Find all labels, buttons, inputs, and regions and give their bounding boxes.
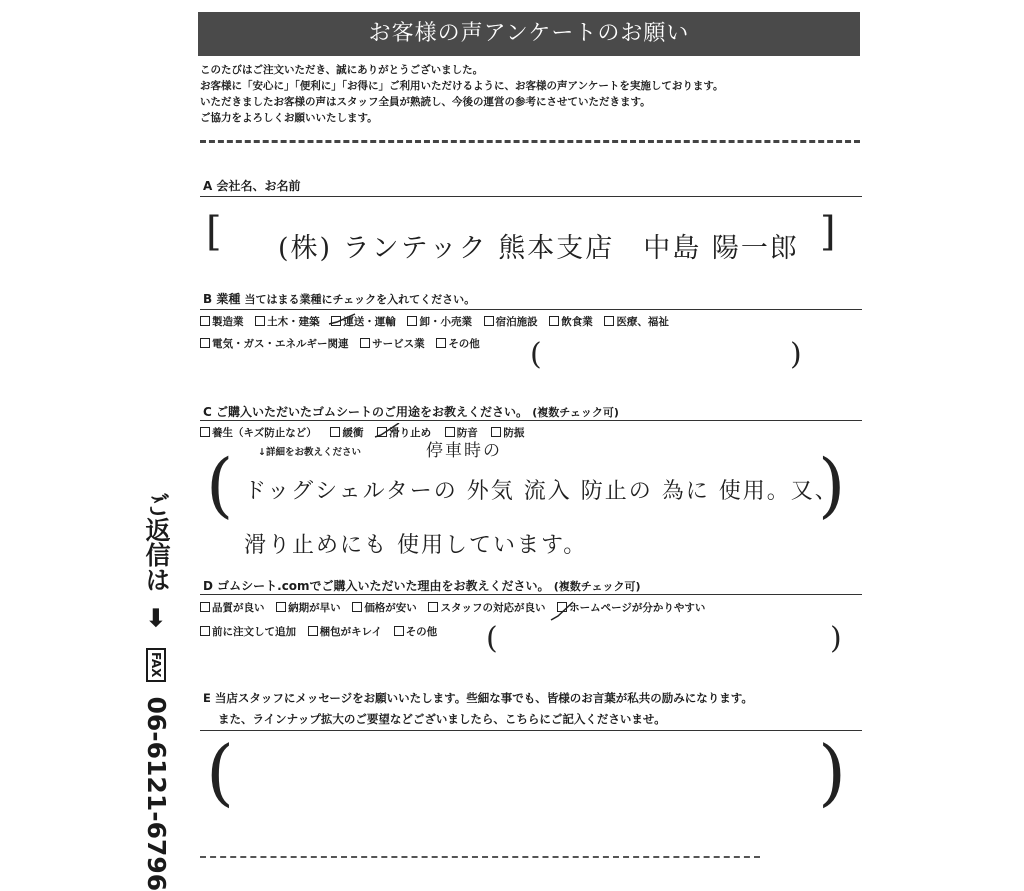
section-a-rule	[200, 196, 862, 197]
checkbox-icon[interactable]	[330, 427, 340, 437]
reason-option[interactable]: 品質が良い	[200, 602, 265, 614]
close-bracket: )	[818, 444, 846, 526]
detail-label: ↓詳細をお教えください	[258, 447, 361, 458]
checkbox-icon[interactable]	[255, 316, 265, 326]
open-bracket: (	[486, 621, 498, 656]
section-c-heading	[203, 403, 619, 420]
checkbox-icon[interactable]	[407, 316, 417, 326]
section-a-heading: A 会社名、お名前	[203, 179, 301, 193]
close-bracket: ]	[820, 209, 836, 255]
check-mark-icon	[373, 423, 403, 441]
section-d-title: D ゴムシート.comでご購入いただいた理由をお教えください。	[203, 579, 550, 593]
reason-option[interactable]: 前に注文して追加	[200, 626, 296, 638]
usage-option[interactable]: 緩衝	[330, 427, 363, 439]
reason-option[interactable]: 梱包がキレイ	[308, 626, 382, 638]
checkbox-icon[interactable]	[549, 316, 559, 326]
section-b-heading	[203, 290, 475, 307]
intro-text	[200, 62, 724, 126]
industry-option[interactable]: 土木・建築	[255, 316, 320, 328]
section-d-rule	[200, 594, 862, 595]
checkbox-icon[interactable]	[360, 338, 370, 348]
reason-option[interactable]: 価格が安い	[352, 602, 417, 614]
section-c-title: C ご購入いただいたゴムシートのご用途をお教えください。	[203, 405, 528, 419]
checkbox-icon[interactable]	[200, 316, 210, 326]
reason-option[interactable]: その他	[394, 626, 438, 638]
industry-option[interactable]: 医療、福祉	[604, 316, 669, 328]
section-b-title: B 業種	[203, 292, 241, 306]
industry-option[interactable]: 卸・小売業	[407, 316, 472, 328]
reply-fax-sidebar	[138, 492, 178, 891]
industry-option-checked[interactable]: 運送・運輸	[331, 316, 396, 328]
message-input[interactable]	[232, 742, 822, 804]
usage-option[interactable]: 養生（キズ防止など）	[200, 427, 317, 439]
checkbox-icon[interactable]	[200, 427, 210, 437]
checkbox-icon[interactable]	[200, 602, 210, 612]
usage-detail-answer-line1[interactable]: ドッグシェルターの 外気 流入 防止の 為に 使用。又、	[244, 479, 839, 504]
reason-option[interactable]: 納期が早い	[276, 602, 341, 614]
reason-option[interactable]: スタッフの対応が良い	[428, 602, 545, 614]
checkbox-icon[interactable]	[394, 626, 404, 636]
checkbox-icon[interactable]	[276, 602, 286, 612]
checkbox-icon[interactable]	[604, 316, 614, 326]
check-mark-icon	[327, 312, 357, 328]
usage-detail-answer-line2[interactable]: 滑り止めにも 使用しています。	[244, 533, 588, 558]
reply-fax-text	[138, 492, 174, 891]
close-bracket: )	[818, 730, 847, 814]
close-bracket: )	[790, 337, 802, 372]
industry-option[interactable]: その他	[436, 338, 480, 350]
usage-option-checked[interactable]: 滑り止め	[377, 427, 431, 439]
checkbox-icon[interactable]	[308, 626, 318, 636]
arrow-down-icon: ➡	[142, 606, 171, 628]
checkbox-icon[interactable]	[352, 602, 362, 612]
section-b-note: 当てはまる業種にチェックを入れてください。	[244, 293, 476, 306]
reason-option-checked[interactable]: ホームページが分かりやすい	[557, 602, 705, 614]
reason-options-row1	[200, 600, 705, 615]
close-bracket: )	[830, 621, 842, 656]
reply-label: ご返信は	[142, 492, 171, 592]
industry-option[interactable]: 製造業	[200, 316, 244, 328]
company-name-answer[interactable]: (株) ランテック 熊本支店 中島 陽一郎	[278, 233, 799, 264]
section-e-rule	[200, 730, 862, 731]
section-e-heading: E 当店スタッフにメッセージをお願いいたします。些細な事でも、皆様のお言葉が私共の励みになります。	[203, 691, 753, 705]
open-bracket: [	[206, 209, 222, 255]
intro-line: いただきましたお客様の声はスタッフ全員が熟読し、今後の運営の参考にさせていただきます。	[200, 96, 651, 108]
checkbox-icon[interactable]	[428, 602, 438, 612]
section-e-subheading: また、ラインナップ拡大のご要望などございましたら、こちらにご記入くださいませ。	[218, 712, 666, 726]
checkbox-icon[interactable]	[200, 626, 210, 636]
handwritten-insert: 停車時の	[426, 441, 502, 461]
check-mark-icon	[549, 600, 575, 622]
section-d-note: (複数チェック可)	[553, 580, 641, 593]
industry-option[interactable]: 電気・ガス・エネルギー関連	[200, 338, 349, 350]
bottom-divider	[200, 856, 760, 858]
divider	[200, 140, 860, 143]
industry-option[interactable]: サービス業	[360, 338, 425, 350]
industry-options-row2	[200, 336, 480, 351]
section-b-rule	[200, 309, 862, 310]
checkbox-icon[interactable]	[200, 338, 210, 348]
open-bracket: (	[206, 730, 235, 814]
page-title: お客様の声アンケートのお願い	[198, 12, 860, 56]
usage-option[interactable]: 防音	[445, 427, 478, 439]
usage-option[interactable]: 防振	[491, 427, 524, 439]
open-bracket: (	[530, 337, 542, 372]
fax-number[interactable]: 06-6121-6796	[142, 696, 171, 891]
industry-options-row1	[200, 314, 669, 329]
checkbox-icon[interactable]	[484, 316, 494, 326]
section-d-heading	[203, 577, 640, 594]
section-c-note: (複数チェック可)	[532, 406, 619, 419]
checkbox-icon[interactable]	[436, 338, 446, 348]
industry-option[interactable]: 宿泊施設	[484, 316, 538, 328]
fax-icon: FAX	[146, 648, 166, 681]
industry-option[interactable]: 飲食業	[549, 316, 593, 328]
reason-options-row2	[200, 624, 437, 639]
intro-line: このたびはご注文いただき、誠にありがとうございました。	[200, 64, 484, 76]
section-c-rule	[200, 420, 862, 421]
open-bracket: (	[206, 444, 234, 526]
intro-line: ご協力をよろしくお願いいたします。	[200, 112, 378, 124]
intro-line: お客様に「安心に」「便利に」「お得に」ご利用いただけるように、お客様の声アンケートを実施しております。	[200, 80, 724, 92]
